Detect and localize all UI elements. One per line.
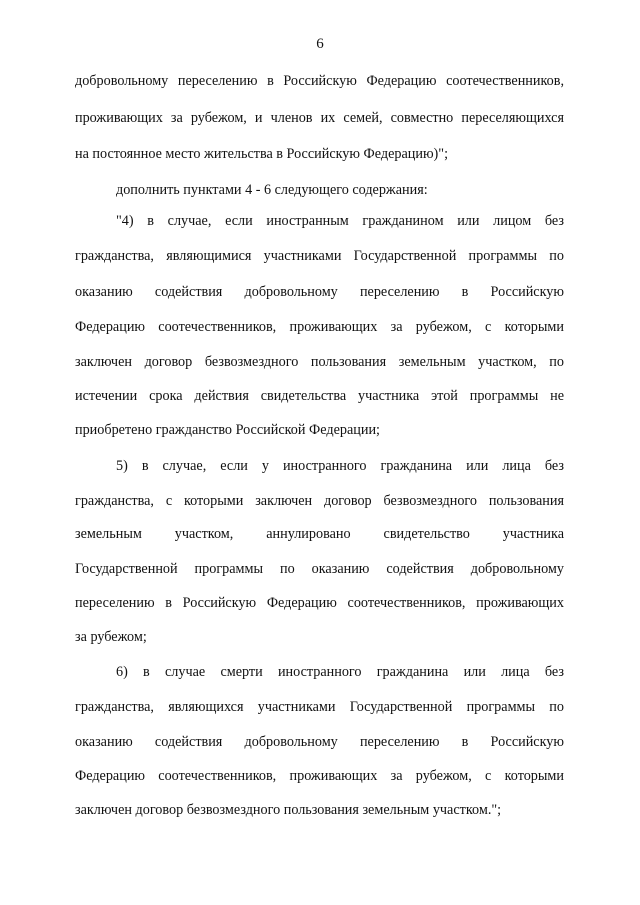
text-line: заключен договор безвозмездного пользования земельным участком.";	[75, 802, 502, 818]
text-line: Федерацию соотечественников, проживающих за рубежом, с которыми	[75, 319, 564, 335]
text-line: 6) в случае смерти иностранного гражданина или лица без	[116, 664, 564, 680]
text-line: за рубежом;	[75, 629, 147, 645]
text-line: заключен договор безвозмездного пользования земельным участком, по	[75, 354, 564, 370]
text-line: дополнить пунктами 4 - 6 следующего содержания:	[116, 182, 428, 198]
text-line: 5) в случае, если у иностранного гражданина или лица без	[116, 458, 564, 474]
page-number: 6	[316, 36, 324, 52]
text-line: оказанию содействия добровольному переселению в Российскую	[75, 734, 564, 750]
text-line: оказанию содействия добровольному переселению в Российскую	[75, 284, 564, 300]
text-line: гражданства, являющихся участниками Государственной программы по	[75, 699, 564, 715]
text-line: Федерацию соотечественников, проживающих за рубежом, с которыми	[75, 768, 564, 784]
text-line: Государственной программы по оказанию содействия добровольному	[75, 561, 564, 577]
text-line: "4) в случае, если иностранным гражданином или лицом без	[116, 213, 564, 229]
text-line: гражданства, с которыми заключен договор безвозмездного пользования	[75, 493, 564, 509]
text-line: земельным участком, аннулировано свидетельство участника	[75, 526, 564, 542]
text-line: на постоянное место жительства в Российскую Федерацию)";	[75, 146, 449, 162]
text-line: проживающих за рубежом, и членов их семей, совместно переселяющихся	[75, 110, 564, 126]
text-line: добровольному переселению в Российскую Федерацию соотечественников,	[75, 73, 564, 89]
text-line: переселению в Российскую Федерацию соотечественников, проживающих	[75, 595, 564, 611]
text-line: гражданства, являющимися участниками Государственной программы по	[75, 248, 564, 264]
text-line: истечении срока действия свидетельства участника этой программы не	[75, 388, 564, 404]
text-line: приобретено гражданство Российской Федерации;	[75, 422, 380, 438]
